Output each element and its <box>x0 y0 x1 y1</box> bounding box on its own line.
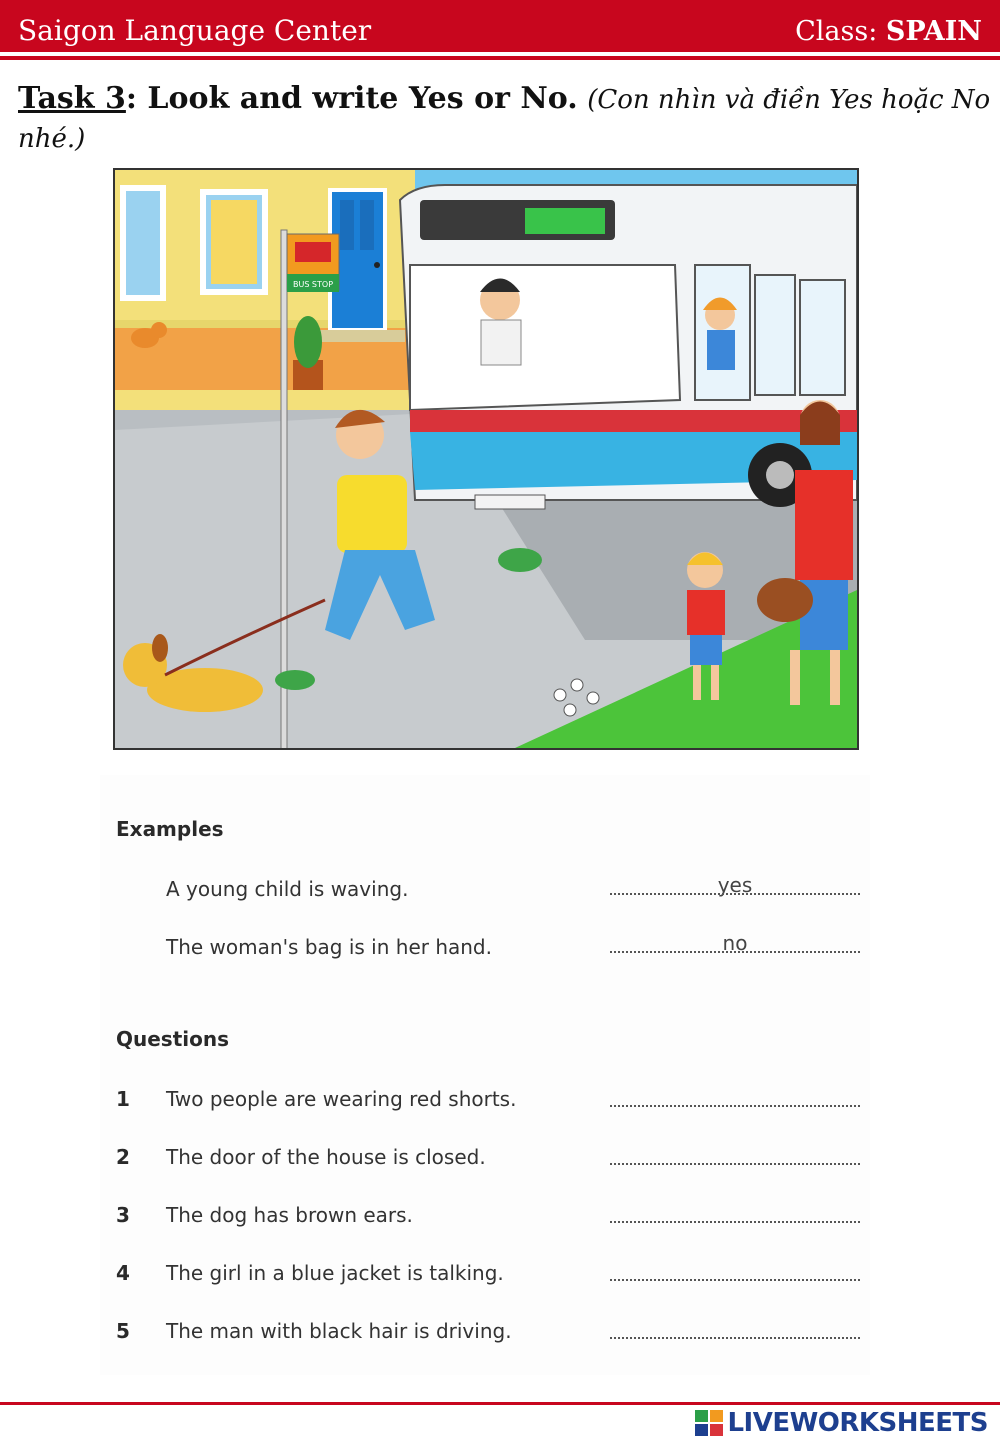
question-5-text: The man with black hair is driving. <box>166 1319 512 1343</box>
class-label: Class: <box>795 16 878 47</box>
example-2-text: The woman's bag is in her hand. <box>166 935 492 959</box>
brand-text: LIVEWORKSHEETS <box>727 1408 988 1438</box>
header-divider <box>0 56 1000 60</box>
class-value: SPAIN <box>885 16 982 47</box>
liveworksheets-brand[interactable] <box>695 1408 988 1438</box>
worksheet-panel <box>100 775 870 1375</box>
task-title <box>18 80 998 158</box>
center-name: Saigon Language Center <box>18 14 372 47</box>
question-4-answer-field[interactable] <box>610 1277 860 1281</box>
question-1-answer-field[interactable] <box>610 1103 860 1107</box>
question-3-answer-field[interactable] <box>610 1219 860 1223</box>
task-instruction: : Look and write Yes or No. <box>125 81 578 116</box>
example-1-text: A young child is waving. <box>166 877 409 901</box>
header-band <box>0 0 1000 52</box>
bus-stop-sign-text: BUS STOP <box>292 280 334 289</box>
street-scene-image <box>115 170 857 748</box>
scene-illustration <box>113 168 859 750</box>
class-label-group <box>795 16 982 47</box>
example-2-answer: no <box>722 931 748 955</box>
question-2-answer-field[interactable] <box>610 1161 860 1165</box>
examples-heading: Examples <box>116 817 224 841</box>
question-1-number: 1 <box>116 1087 130 1111</box>
example-2-answer-line <box>610 949 860 953</box>
task-translation: (Con nhìn và điền Yes hoặc No nhé.) <box>18 85 991 154</box>
example-1-answer-line <box>610 891 860 895</box>
example-1-answer: yes <box>717 873 753 897</box>
question-4-text: The girl in a blue jacket is talking. <box>166 1261 504 1285</box>
question-1-text: Two people are wearing red shorts. <box>166 1087 517 1111</box>
footer-divider <box>0 1402 1000 1405</box>
question-5-number: 5 <box>116 1319 130 1343</box>
liveworksheets-logo-icon <box>695 1410 723 1436</box>
question-4-number: 4 <box>116 1261 130 1285</box>
question-2-text: The door of the house is closed. <box>166 1145 486 1169</box>
questions-heading: Questions <box>116 1027 230 1051</box>
question-2-number: 2 <box>116 1145 130 1169</box>
question-3-text: The dog has brown ears. <box>166 1203 413 1227</box>
task-number: Task 3 <box>18 81 126 116</box>
question-5-answer-field[interactable] <box>610 1335 860 1339</box>
question-3-number: 3 <box>116 1203 130 1227</box>
